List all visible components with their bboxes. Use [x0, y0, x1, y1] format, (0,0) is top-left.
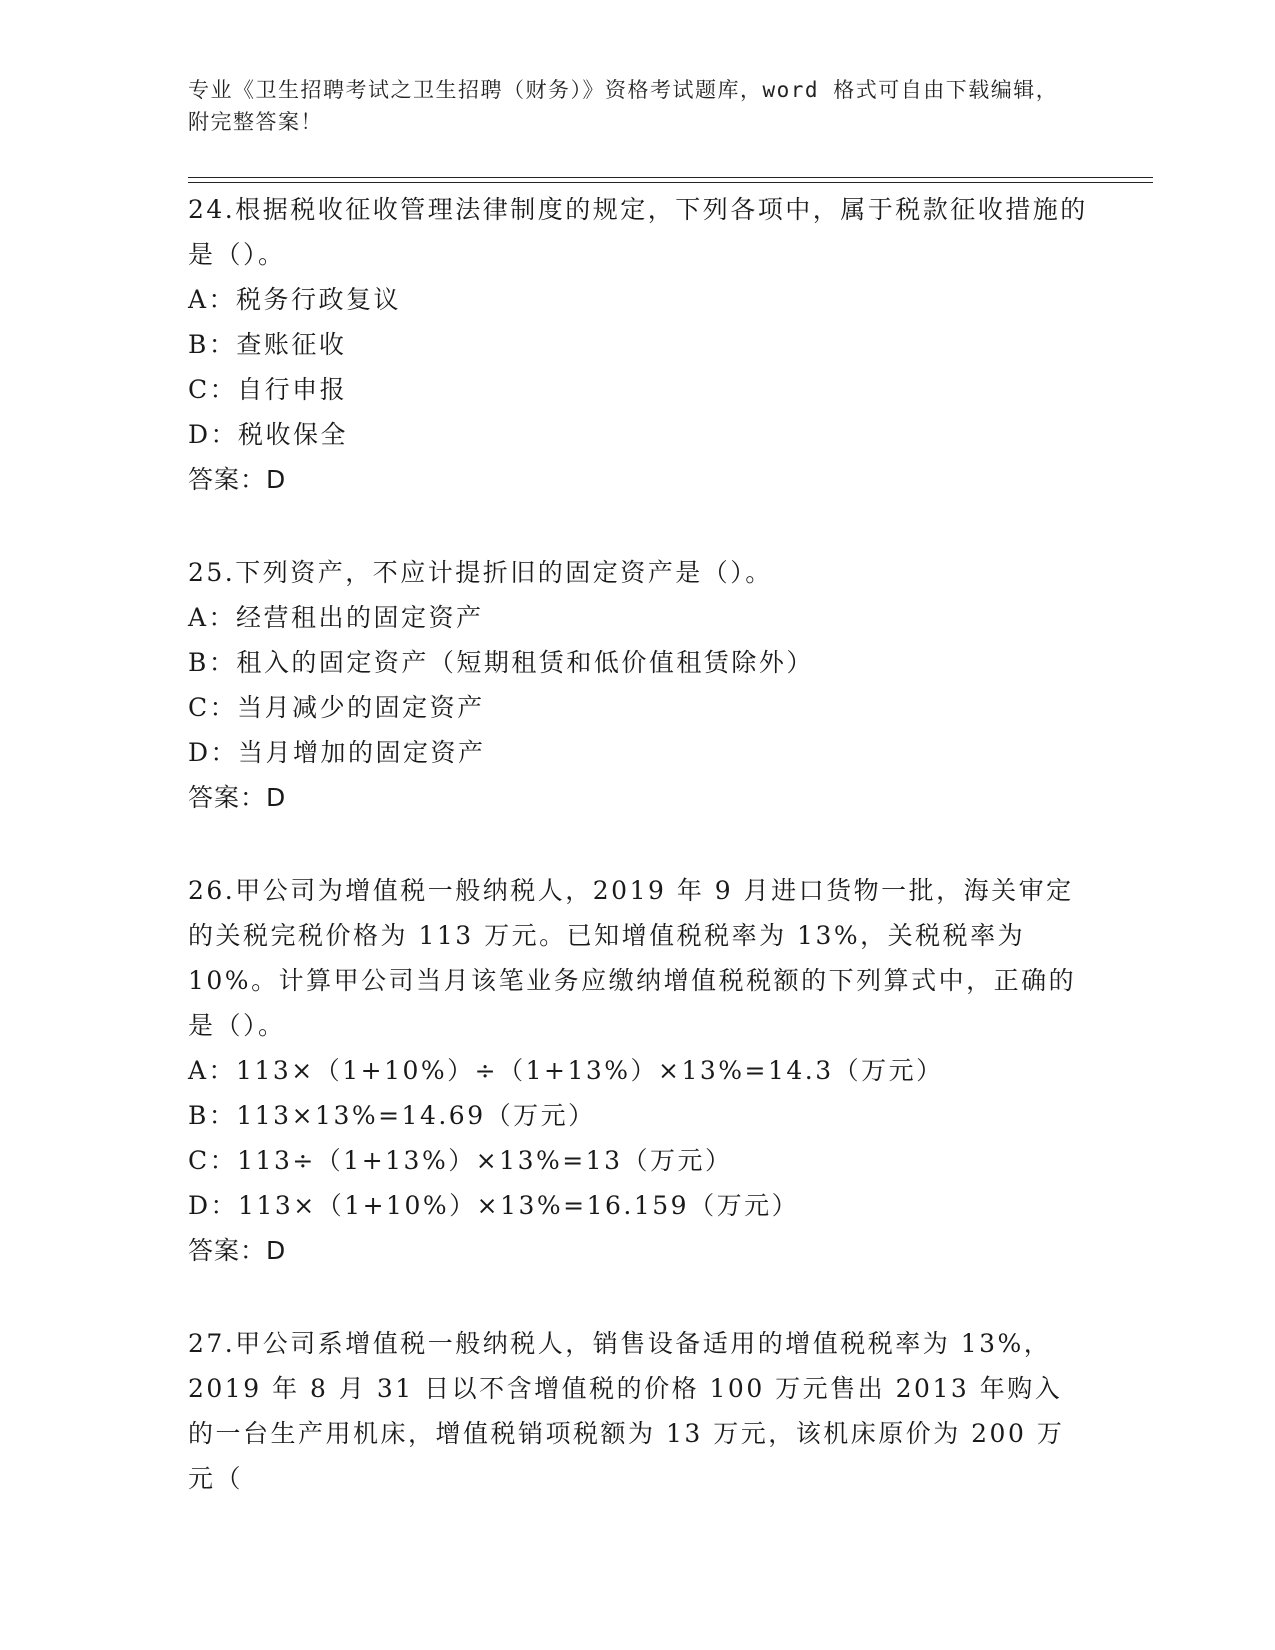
answer-line: 答案：D: [188, 783, 287, 812]
answer-line: 答案：D: [188, 465, 287, 494]
option-b: B：113×13%=14.69（万元）: [188, 1101, 596, 1130]
question-24: [188, 187, 1088, 502]
document-header: 专业《卫生招聘考试之卫生招聘（财务）》资格考试题库，word 格式可自由下载编辑，附完整答案！: [188, 78, 1059, 134]
option-b: B：租入的固定资产（短期租赁和低价值租赁除外）: [188, 648, 814, 677]
question-stem: 27.甲公司系增值税一般纳税人，销售设备适用的增值税税率为 13%，2019 年 8 月 31 日以不含增值税的价格 100 万元售出 2013 年购入的一台生产用机床，增值税销项税额为 13 万元，该机床原价为 200 万元（: [188, 1329, 1065, 1493]
option-b: B：查账征收: [188, 330, 347, 359]
option-d: D：113×（1+10%）×13%=16.159（万元）: [188, 1191, 800, 1220]
header-rule-bottom: [188, 182, 1153, 183]
question-stem: 24.根据税收征收管理法律制度的规定，下列各项中，属于税款征收措施的是（）。: [188, 195, 1088, 269]
option-c: C：当月减少的固定资产: [188, 693, 485, 722]
option-a: A：税务行政复议: [188, 285, 402, 314]
option-c: C：自行申报: [188, 375, 348, 404]
option-a: A：经营租出的固定资产: [188, 603, 484, 632]
question-27: [188, 1321, 1088, 1501]
question-26: [188, 868, 1088, 1273]
header-rule-top: [188, 177, 1153, 178]
question-stem: 26.甲公司为增值税一般纳税人，2019 年 9 月进口货物一批，海关审定的关税完税价格为 113 万元。已知增值税税率为 13%，关税税率为 10%。计算甲公司当月该笔业务应缴纳增值税税额的下列算式中，正确的是（）。: [188, 876, 1077, 1040]
option-d: D：税收保全: [188, 420, 349, 449]
option-a: A：113×（1+10%）÷（1+13%）×13%=14.3（万元）: [188, 1056, 944, 1085]
question-stem: 25.下列资产，不应计提折旧的固定资产是（）。: [188, 558, 773, 587]
option-c: C：113÷（1+13%）×13%=13（万元）: [188, 1146, 733, 1175]
answer-line: 答案：D: [188, 1236, 287, 1265]
question-25: [188, 550, 1088, 820]
option-d: D：当月增加的固定资产: [188, 738, 486, 767]
